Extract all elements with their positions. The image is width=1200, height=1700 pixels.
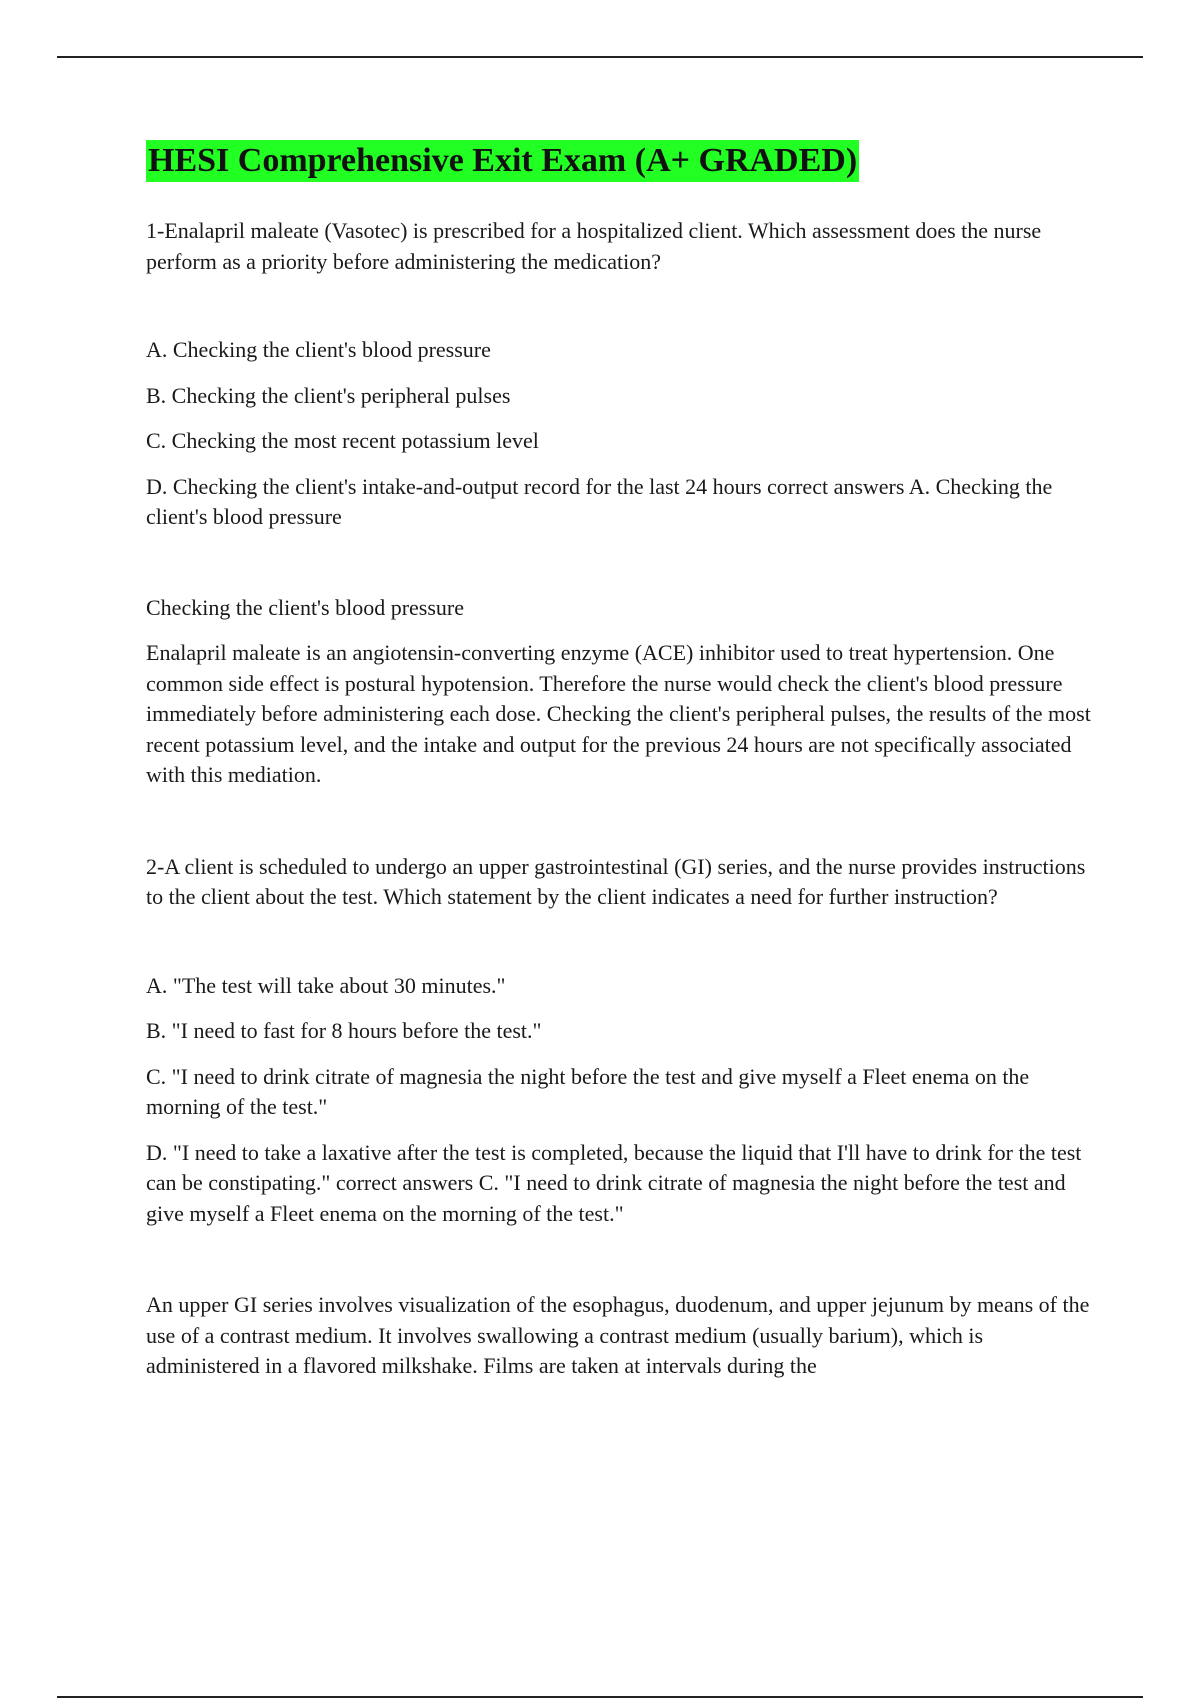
question-1-rationale: Enalapril maleate is an angiotensin-converting enzyme (ACE) inhibitor used to treat hypertension. One common side effect is postural hypotension. Therefore the nurse would check the client's blood pressure immediately before administering each dose. Checking the client's peripheral pulses, the results of the most recent potassium level, and the intake and output for the previous 24 hours are not specifically associated with this mediation. <box>146 640 1091 787</box>
top-rule <box>57 56 1143 58</box>
question-2-option-d: D. "I need to take a laxative after the test is completed, because the liquid that I'll have to drink for the test can be constipating." correct answers C. "I need to drink citrate of magnesia the night before the test and give myself a Fleet enema on the morning of the test." <box>146 1139 1082 1226</box>
question-1-option-c: C. Checking the most recent potassium level <box>146 428 539 453</box>
question-2-option-b: B. "I need to fast for 8 hours before the test." <box>146 1018 542 1043</box>
question-1-option-d: D. Checking the client's intake-and-output record for the last 24 hours correct answers A. Checking the client's blood pressure <box>146 473 1053 529</box>
question-1-answer-heading: Checking the client's blood pressure <box>146 594 465 620</box>
document-body <box>146 140 1096 1382</box>
bottom-rule <box>57 1696 1143 1698</box>
question-1-prompt: 1-Enalapril maleate (Vasotec) is prescribed for a hospitalized client. Which assessment does the nurse perform as a priority before administering the medication? <box>146 218 1042 274</box>
question-2-option-a: A. "The test will take about 30 minutes." <box>146 972 506 998</box>
question-1-option-a: A. Checking the client's blood pressure <box>146 337 491 362</box>
question-1-option-b: B. Checking the client's peripheral pulses <box>146 382 511 408</box>
question-2-rationale: An upper GI series involves visualization of the esophagus, duodenum, and upper jejunum by means of the use of a contrast medium. It involves swallowing a contrast medium (usually barium), which is administered in a flavored milkshake. Films are taken at intervals during the <box>146 1292 1090 1378</box>
question-2-prompt: 2-A client is scheduled to undergo an upper gastrointestinal (GI) series, and the nurse provides instructions to the client about the test. Which statement by the client indicates a need for further instruction? <box>146 853 1086 909</box>
document-title: HESI Comprehensive Exit Exam (A+ GRADED) <box>146 140 859 182</box>
question-2-option-c: C. "I need to drink citrate of magnesia the night before the test and give myself a Fleet enema on the morning of the test." <box>146 1063 1030 1119</box>
